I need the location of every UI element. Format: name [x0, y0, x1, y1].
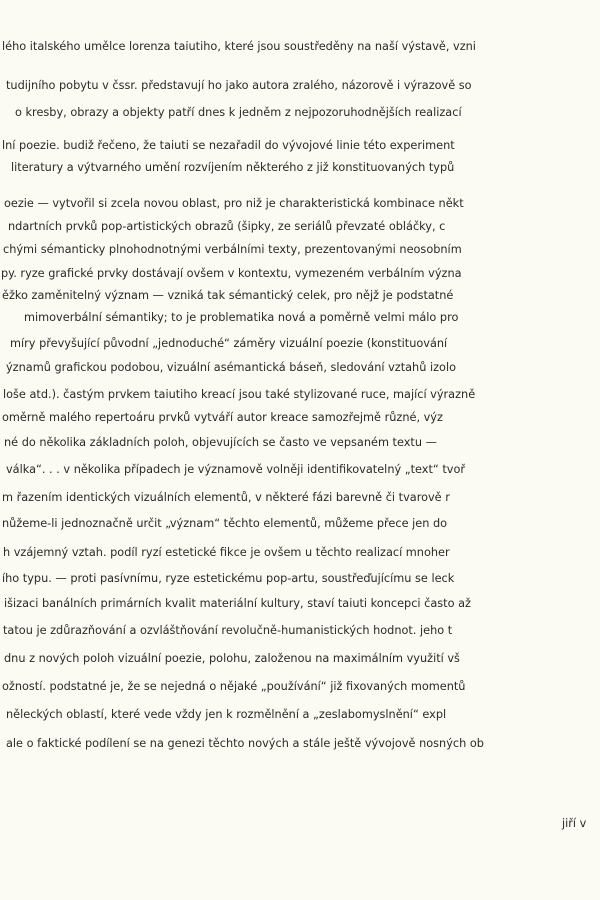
text-line: tatou je zdůrazňování a ozvláštňování revolučně-humanistických hodnot. jeho t: [3, 624, 453, 637]
text-line: nůžeme-li jednoznačně určit „význam“ těchto elementů, můžeme přece jen do: [2, 517, 448, 530]
text-line: ěžko zaměnitelný význam — vzniká tak sémantický celek, pro nějž je podstatné: [2, 289, 454, 302]
text-line: ndartních prvků pop-artistických obrazů (šipky, ze seriálů převzaté obláčky, c: [8, 220, 446, 233]
text-line: ožností. podstatné je, že se nejedná o nějaké „používání“ již fixovaných momentů: [2, 680, 466, 693]
text-line: oezie — vytvořil si zcela novou oblast, pro niž je charakteristická kombinace někt: [4, 197, 464, 210]
text-line: lého italského umělce lorenza taiutiho, které jsou soustředěny na naší výstavě, vzni: [2, 40, 476, 53]
text-line: chými sémanticky plnohodnotnými verbálními texty, prezentovanými neosobním: [3, 243, 462, 256]
text-line: literatury a výtvarného umění rozvíjením některého z již konstituovaných typů: [11, 161, 455, 174]
text-line: dnu z nových poloh vizuální poezie, polohu, založenou na maximálním využití vš: [4, 652, 460, 665]
text-line: něleckých oblastí, které vede vždy jen k rozmělnění a „zeslabomyslnění“ expl: [6, 708, 447, 721]
text-line: loše atd.). častým prvkem taiutiho kreací jsou také stylizované ruce, mající výrazně: [3, 388, 476, 401]
text-line: mimoverbální sémantiky; to je problematika nová a poměrně velmi málo pro: [24, 311, 459, 324]
text-line: ale o faktické podílení se na genezi těchto nových a stále ještě vývojově nosných ob: [6, 737, 484, 750]
text-line: h vzájemný vztah. podíl ryzí estetické fikce je ovšem u těchto realizací mnoher: [3, 546, 450, 559]
text-line: o kresby, obrazy a objekty patří dnes k jedněm z nejpozoruhodnějších realizací: [15, 106, 462, 119]
text-line: ýznamů grafickou podobou, vizuální asémantická báseň, sledování vztahů izolo: [6, 361, 456, 374]
text-line: išizaci banálních primárních kvalit materiální kultury, staví taiuti koncepci často až: [4, 597, 471, 610]
text-line: míry převyšující původní „jednoduché“ záměry vizuální poezie (konstituování: [10, 337, 448, 350]
text-line: lní poezie. budiž řečeno, že taiuti se nezařadil do vývojové linie této experiment: [2, 139, 455, 152]
text-line: ího typu. — proti pasívnímu, ryze estetickému pop-artu, soustřeďujícímu se leck: [2, 572, 455, 585]
author-signature: jiří v: [562, 817, 587, 830]
text-line: m řazením identických vizuálních elementů, v některé fázi barevně či tvarově r: [2, 491, 450, 504]
text-line: né do několika základních poloh, objevujících se často ve vepsaném textu —: [4, 436, 437, 449]
text-line: válka“. . . v několika případech je významově volněji identifikovatelný „text“ tvoř: [6, 463, 466, 476]
text-line: tudijního pobytu v čssr. představují ho jako autora zralého, názorově i výrazově so: [6, 79, 472, 92]
text-line: oměrně malého repertoáru prvků vytváří autor kreace samozřejmě různé, výz: [2, 411, 443, 424]
text-line: py. ryze grafické prvky dostávají ovšem v kontextu, vymezeném verbálním význa: [1, 267, 462, 280]
